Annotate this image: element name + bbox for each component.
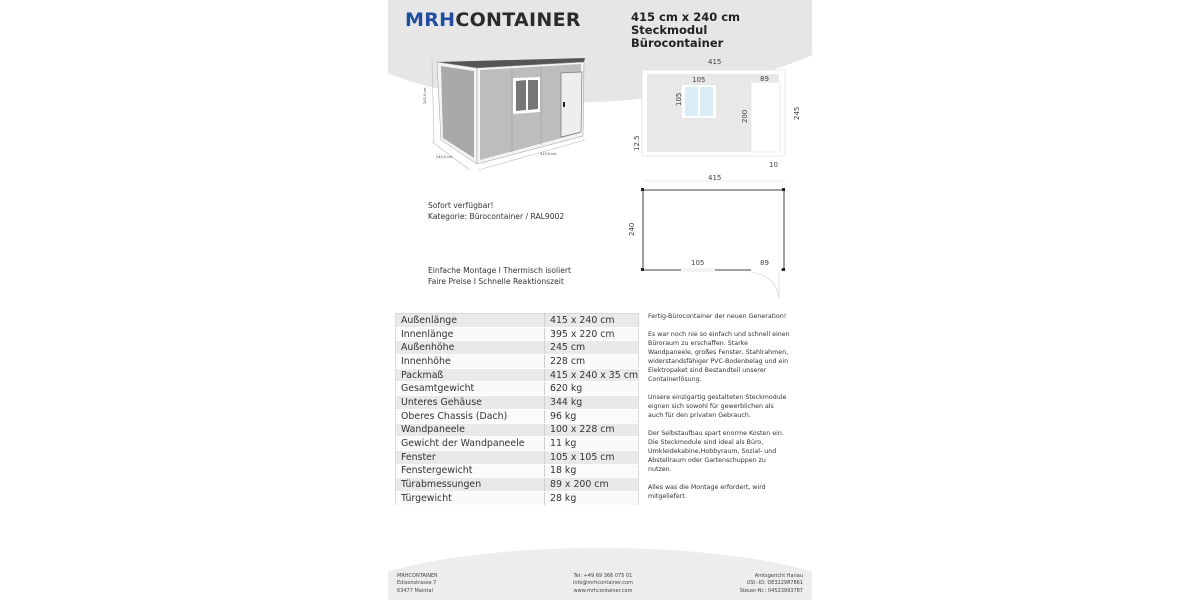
drawings — [388, 0, 812, 310]
spec-value: 100 x 228 cm — [545, 423, 639, 437]
spec-value: 245 cm — [545, 341, 639, 355]
spec-value: 28 kg — [545, 491, 639, 505]
spec-label: Außenlänge — [396, 314, 545, 328]
elevation-window-width-label: 105 — [692, 76, 706, 84]
description-paragraph: Fertig-Bürocontainer der neuen Generation! — [648, 313, 787, 320]
length-label: 415,0 cm — [540, 152, 557, 156]
spec-row — [396, 396, 639, 410]
spec-label: Innenlänge — [396, 327, 545, 341]
plan-depth-label: 240 — [628, 222, 636, 236]
footer-address: MRHCONTAINER Edisonstrasse 7 63477 Maintal — [397, 573, 438, 594]
spec-row — [396, 464, 639, 478]
logo: MRHCONTAINER — [405, 9, 581, 31]
elevation-door-height-label: 200 — [741, 109, 749, 123]
spec-value: 18 kg — [545, 464, 639, 478]
email-link[interactable]: info@mrhcontainer.com — [573, 580, 633, 587]
spec-label: Packmaß — [396, 368, 545, 382]
spec-row — [396, 491, 639, 505]
spec-value: 415 x 240 cm — [545, 314, 639, 328]
elevation-window-height-label: 105 — [675, 92, 683, 106]
features-info: Einfache Montage I Thermisch isoliert Faire Preise I Schnelle Reaktionszeit — [428, 266, 572, 286]
elevation-base-label: 12.5 — [633, 135, 641, 151]
description-paragraph: Der Selbstaufbau spart enorme Kosten ein. Die Steckmodule sind ideal als Büro, Umkleidekabine,Hobbyraum, Sozial- und Abstellraum oder Gartenschuppen zu nutzen. — [648, 430, 784, 473]
plan-door-width-label: 89 — [760, 259, 769, 267]
elevation-height-label: 245 — [793, 106, 801, 120]
spec-label: Oberes Chassis (Dach) — [396, 409, 545, 423]
plan-width-label: 415 — [708, 174, 722, 182]
spec-row — [396, 437, 639, 451]
depth-label: 240,0 cm — [436, 155, 453, 159]
spec-value: 96 kg — [545, 409, 639, 423]
spec-label: Fenstergewicht — [396, 464, 545, 478]
spec-label: Gewicht der Wandpaneele — [396, 437, 545, 451]
website-link[interactable]: www.mrhcontainer.com — [573, 587, 633, 594]
spec-row — [396, 341, 639, 355]
spec-value: 105 x 105 cm — [545, 450, 639, 464]
elevation-door-width-label: 89 — [760, 75, 769, 83]
spec-value: 415 x 240 x 35 cm — [545, 368, 639, 382]
elevation-margin-label: 10 — [769, 161, 778, 169]
spec-row — [396, 314, 639, 328]
spec-row — [396, 450, 639, 464]
availability-info: Sofort verfügbar! Kategorie: Bürocontainer / RAL9002 — [428, 201, 565, 221]
spec-value: 620 kg — [545, 382, 639, 396]
product-description — [648, 312, 790, 510]
spec-label: Unteres Gehäuse — [396, 396, 545, 410]
spec-table — [395, 313, 639, 506]
height-label: 245,0 cm — [423, 87, 427, 104]
spec-label: Außenhöhe — [396, 341, 545, 355]
spec-row — [396, 423, 639, 437]
spec-row — [396, 409, 639, 423]
spec-row — [396, 355, 639, 369]
floor-plan-drawing — [628, 174, 785, 298]
spec-row — [396, 478, 639, 492]
elevation-width-label: 415 — [708, 58, 722, 66]
plan-window-width-label: 105 — [691, 259, 705, 267]
footer-legal: Amtsgericht Hanau USt.-ID: DE322987861 Steuer-Nr.: 04523993787 — [739, 573, 803, 594]
spec-value: 89 x 200 cm — [545, 478, 639, 492]
spec-value: 11 kg — [545, 437, 639, 451]
spec-value: 228 cm — [545, 355, 639, 369]
datasheet-page — [388, 0, 812, 600]
spec-row — [396, 382, 639, 396]
spec-row — [396, 368, 639, 382]
description-paragraph: Unsere einzigartig gestalteten Steckmodule eignen sich sowohl für gewerblichen als auch für den privaten Gebrauch. — [648, 394, 787, 419]
description-paragraph: Alles was die Montage erfordert, wird mitgeliefert. — [648, 484, 766, 500]
spec-label: Wandpaneele — [396, 423, 545, 437]
spec-label: Fenster — [396, 450, 545, 464]
spec-label: Türabmessungen — [396, 478, 545, 492]
spec-label: Innenhöhe — [396, 355, 545, 369]
front-elevation-drawing — [633, 58, 801, 169]
page-title: 415 cm x 240 cm Steckmodul Bürocontainer — [631, 10, 741, 50]
description-paragraph: Es war noch nie so einfach und schnell einen Büroraum zu erschaffen. Starke Wandpaneele, großes Fenster, Stahlrahmen, widerstandsfähiger PVC-Bodenbelag und ein Elektropaket sind Bestandteil unserer Containerlösung. — [648, 331, 790, 383]
spec-label: Gesamtgewicht — [396, 382, 545, 396]
spec-value: 395 x 220 cm — [545, 327, 639, 341]
container-3d-drawing — [423, 58, 585, 170]
footer-contact: Tel: +49 69 366 075 01 info@mrhcontainer.com www.mrhcontainer.com — [563, 573, 643, 595]
spec-value: 344 kg — [545, 396, 639, 410]
spec-row — [396, 327, 639, 341]
spec-label: Türgewicht — [396, 491, 545, 505]
